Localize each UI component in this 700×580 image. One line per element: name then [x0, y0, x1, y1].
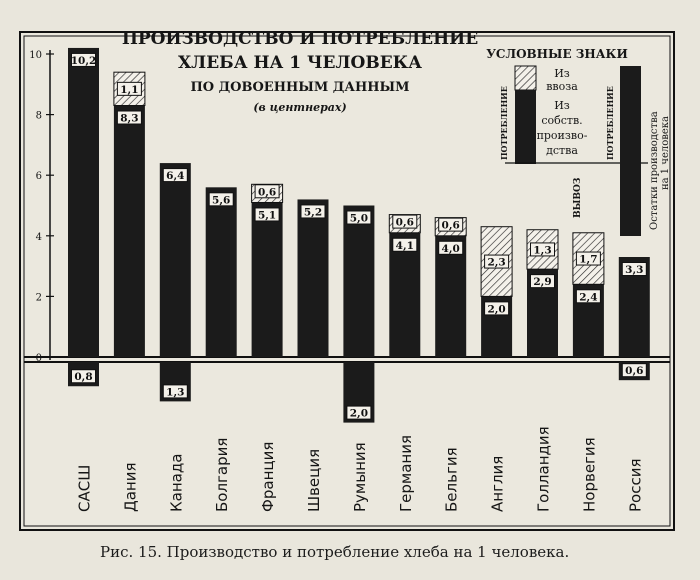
data-label: 0,8 [74, 371, 93, 384]
data-label: 1,3 [533, 244, 552, 257]
legend-surplus-label-2: на 1 человека [660, 115, 671, 190]
bar-own-production [114, 106, 145, 357]
data-label: 5,1 [257, 209, 277, 222]
y-tick-label: 6 [35, 171, 42, 183]
data-label: 4,0 [441, 242, 460, 255]
bar-own-production [343, 206, 374, 358]
chart-subtitle: (в центнерах) [253, 101, 347, 114]
data-label: 0,6 [395, 216, 414, 229]
category-label: Болгария [213, 437, 232, 512]
category-label: САСШ [75, 464, 94, 512]
data-label: 0,6 [441, 219, 460, 232]
legend-heading: УСЛОВНЫЕ ЗНАКИ [486, 47, 628, 61]
data-label: 5,0 [349, 212, 369, 225]
legend-consumption-label: ПОТРЕБЛЕНИЕ [499, 86, 509, 160]
data-label: 6,4 [166, 170, 185, 183]
chart-title-line-2: ХЛЕБА НА 1 ЧЕЛОВЕКА [177, 53, 423, 73]
legend-surplus-label-1: Остатки производства [649, 111, 660, 230]
y-tick-label: 2 [35, 292, 42, 304]
y-tick-label: 4 [35, 231, 42, 243]
category-label: Бельгия [442, 447, 461, 512]
data-label: 1,1 [120, 83, 139, 96]
data-label: 2,4 [579, 291, 598, 304]
data-label: 2,9 [533, 276, 552, 289]
category-label: Россия [626, 458, 645, 512]
data-label: 2,0 [487, 303, 506, 316]
category-label: Канада [167, 453, 186, 512]
data-label: 0,6 [625, 365, 644, 378]
legend-own-label-1: Из [554, 99, 570, 112]
data-label: 10,2 [70, 54, 97, 67]
bar-own-production [68, 48, 99, 357]
data-label: 1,3 [166, 386, 185, 399]
y-tick-label: 0 [35, 353, 42, 364]
category-label: Германия [396, 435, 415, 512]
legend-own-label-3: произво- [536, 129, 588, 142]
category-label: Англия [488, 455, 507, 512]
data-label: 5,2 [303, 206, 323, 219]
legend-export-label: ВЫВОЗ [573, 177, 583, 218]
y-tick-label: 8 [35, 110, 42, 122]
category-label: Румыния [350, 442, 369, 512]
legend-own-label-2: собств. [541, 114, 583, 127]
data-label: 2,0 [349, 407, 369, 420]
category-label: Швеция [305, 448, 323, 512]
y-tick-label: 10 [29, 50, 42, 61]
bar-own-production [160, 163, 191, 357]
chart-title-line-3: ПО ДОВОЕННЫМ ДАННЫМ [190, 80, 410, 95]
category-label: Голландия [534, 426, 553, 512]
legend-import-label-1: Из [554, 67, 570, 80]
data-label: 4,1 [395, 239, 414, 252]
data-label: 5,6 [212, 194, 231, 207]
legend-own-label-4: дства [546, 144, 578, 157]
category-label: Норвегия [580, 437, 599, 512]
bar-own-production [252, 202, 283, 357]
legend-import-label-2: ввоза [546, 80, 578, 93]
data-label: 3,3 [625, 264, 644, 277]
data-label: 1,7 [579, 253, 598, 266]
data-label: 8,3 [120, 112, 139, 125]
data-label: 2,3 [487, 256, 506, 269]
legend-consumption-label-2: ПОТРЕБЛЕНИЕ [605, 86, 615, 160]
category-label: Дания [121, 462, 140, 512]
figure-caption: Рис. 15. Производство и потребление хлеба на 1 человека. [100, 543, 570, 561]
chart-title-line-1: ПРОИЗВОДСТВО И ПОТРЕБЛЕНИЕ [121, 29, 479, 49]
legend-import-swatch [515, 66, 536, 90]
legend-own-swatch [515, 90, 536, 164]
bar-own-production [206, 187, 237, 357]
legend-export-swatch [620, 66, 641, 236]
bar-own-production [298, 199, 329, 357]
data-label: 0,6 [257, 186, 277, 199]
category-label: Франция [259, 441, 278, 512]
